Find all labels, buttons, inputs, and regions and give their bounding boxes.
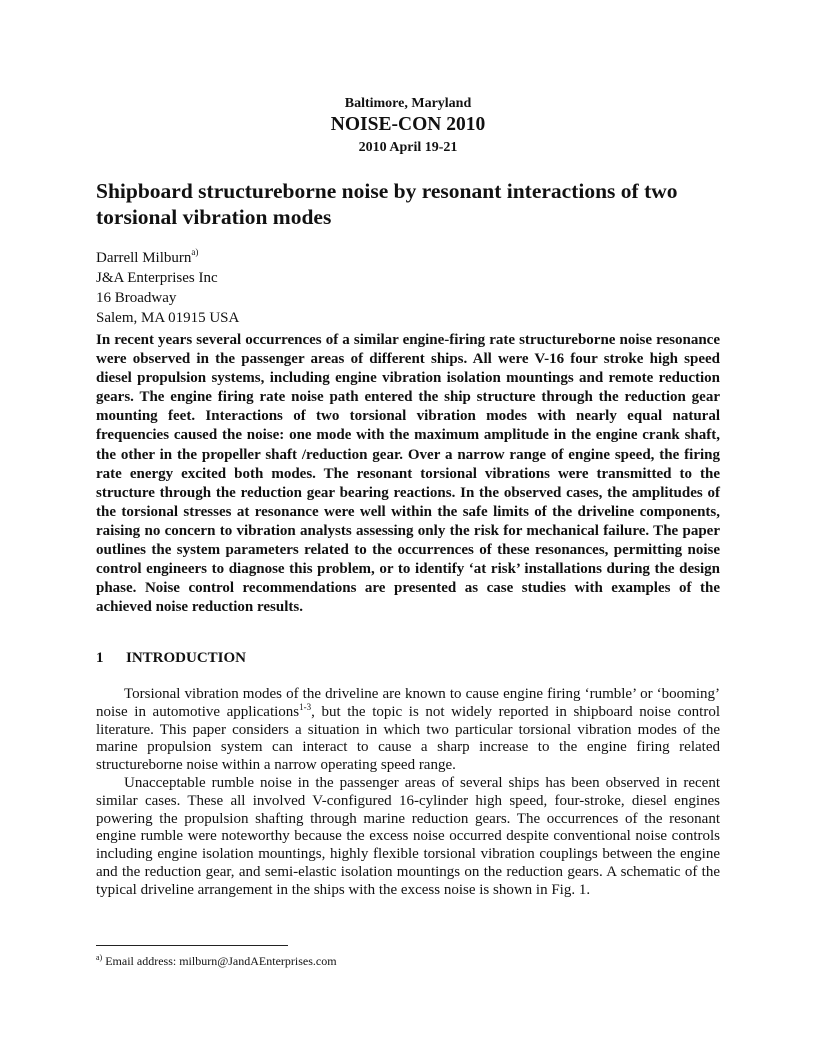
author-block — [96, 248, 720, 328]
conference-name: NOISE-CON 2010 — [330, 114, 486, 135]
paper-title: Shipboard structureborne noise by resonant interactions of two torsional vibration modes — [96, 179, 678, 229]
section-title: INTRODUCTION — [126, 650, 247, 666]
author-affiliation: J&A Enterprises Inc — [96, 270, 218, 286]
author-street: 16 Broadway — [96, 290, 177, 306]
paragraph-1-text-b: , but the topic is not widely reported in shipboard noise control literature. This paper considers a situation in which two particular torsional vibration modes of the marine propulsion system can interact to cause a sharp increase to the engine firing related structureborne noise within a narrow operating speed range. — [96, 703, 720, 774]
paragraph-2: Unacceptable rumble noise in the passenger areas of several ships has been observed in recent similar cases. These all involved V-configured 16-cylinder high speed, four-stroke, diesel engines powering the propulsion shafting through marine reduction gears. The occurrences of the resonant engine rumble were noteworthy because the excess noise occurred despite conventional noise controls including engine isolation mountings, highly flexible torsional vibration couplings between the engine and the reduction gear, and semi-elastic isolation mountings on the reduction gears. A schematic of the typical driveline arrangement in the ships with the excess noise is shown in Fig. 1. — [96, 774, 720, 898]
author-name: Darrell Milburn — [96, 250, 192, 266]
conference-date: 2010 April 19-21 — [358, 140, 458, 155]
author-city: Salem, MA 01915 USA — [96, 310, 240, 326]
section-heading — [96, 650, 720, 667]
footnote-text: Email address: milburn@JandAEnterprises.com — [102, 954, 337, 968]
footnote-mark: a) — [96, 953, 103, 962]
paragraph-1-text-a: Torsional vibration modes of the driveline are known to cause engine firing ‘rumble’ or ‘booming’ noise in automotive applications — [96, 686, 720, 720]
footnote — [96, 954, 720, 969]
section-body — [96, 686, 720, 900]
footnote-rule — [96, 945, 288, 946]
author-name-line — [96, 248, 720, 268]
author-footnote-mark: a) — [191, 247, 199, 257]
conference-location: Baltimore, Maryland — [344, 96, 472, 111]
abstract: In recent years several occurrences of a similar engine-firing rate structureborne noise resonance were observed in the passenger areas of different ships. All were V-16 four stroke high speed diesel propulsion systems, including engine vibration isolation mountings and remote reduction gears. The engine firing rate noise path entered the ship structure through the reduction gear mounting feet. Interactions of two torsional vibration modes with nearly equal natural frequencies caused the noise: one mode with the maximum amplitude in the engine crank shaft, the other in the propeller shaft /reduction gear. Over a narrow range of engine speed, the firing rate energy excited both modes. The resonant torsional vibrations were transmitted to the structure through the reduction gear bearing reactions. In the observed cases, the amplitudes of the torsional stresses at resonance were well within the safe limits of the driveline components, raising no concern to vibration analysts assessing only the risk for mechanical failure. The paper outlines the system parameters related to the occurrences of these resonances, permitting noise control engineers to diagnose this problem, or to identify ‘at risk’ installations during the design phase. Noise control recommendations are presented as case studies with examples of the achieved noise reduction results. — [96, 332, 720, 616]
citation-ref: 1-3 — [299, 701, 312, 712]
section-number: 1 — [96, 650, 104, 666]
paragraph-1 — [96, 686, 720, 775]
